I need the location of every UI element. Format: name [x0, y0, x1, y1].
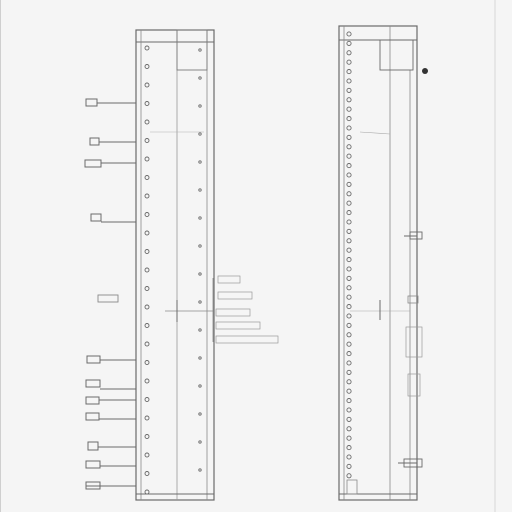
- bolt-hole: [145, 490, 149, 494]
- bolt-hole: [347, 220, 351, 224]
- callout: [98, 295, 118, 302]
- bolt-hole: [347, 79, 351, 83]
- bolt-hole: [347, 60, 351, 64]
- bolt-hole: [347, 164, 351, 168]
- bolt-hole: [199, 273, 201, 275]
- right-column-top-block: [380, 40, 413, 70]
- bolt-hole: [347, 417, 351, 421]
- bolt-hole: [145, 453, 149, 457]
- bolt-hole: [347, 427, 351, 431]
- callout: [406, 327, 422, 357]
- annotation-line-box: [218, 292, 252, 299]
- annotation-line-box: [216, 309, 250, 316]
- bolt-hole: [347, 323, 351, 327]
- callout: [90, 138, 136, 145]
- bolt-hole: [347, 436, 351, 440]
- bolt-hole: [347, 117, 351, 121]
- bolt-hole: [347, 98, 351, 102]
- bolt-hole: [199, 217, 201, 219]
- bolt-hole: [145, 194, 149, 198]
- bolt-hole: [347, 211, 351, 215]
- bolt-hole: [347, 408, 351, 412]
- bolt-hole: [347, 135, 351, 139]
- right-column-bolt-holes: [347, 32, 351, 478]
- callout-tag: [87, 356, 100, 363]
- bolt-hole: [145, 398, 149, 402]
- bolt-hole: [199, 133, 201, 135]
- callout-tag: [86, 461, 100, 468]
- bolt-hole: [199, 189, 201, 191]
- bolt-hole: [145, 342, 149, 346]
- right-column: [339, 26, 417, 500]
- callout-tag: [85, 160, 101, 167]
- bolt-hole: [347, 41, 351, 45]
- bolt-hole: [199, 77, 201, 79]
- bolt-hole: [347, 145, 351, 149]
- bolt-hole: [347, 446, 351, 450]
- bolt-hole: [145, 416, 149, 420]
- bolt-hole: [145, 213, 149, 217]
- bolt-hole: [145, 231, 149, 235]
- bolt-hole: [347, 333, 351, 337]
- left-column-top-block: [177, 30, 207, 70]
- bolt-hole: [347, 70, 351, 74]
- left-column-outline: [136, 30, 214, 500]
- annotation-line-box: [216, 336, 278, 343]
- callout-tag: [86, 413, 99, 420]
- bolt-hole: [347, 361, 351, 365]
- bolt-hole: [145, 305, 149, 309]
- callout: [91, 214, 136, 222]
- callout: [86, 413, 136, 420]
- bolt-hole: [347, 370, 351, 374]
- bolt-hole: [145, 379, 149, 383]
- right-column-guide-line: [360, 132, 390, 134]
- bolt-hole: [145, 46, 149, 50]
- right-column-base-plate: [347, 480, 357, 494]
- callout-tag: [86, 380, 100, 387]
- bolt-hole: [145, 361, 149, 365]
- callout-tag: [91, 214, 101, 221]
- bolt-hole: [145, 176, 149, 180]
- bolt-hole: [347, 305, 351, 309]
- bolt-hole: [347, 267, 351, 271]
- right-callouts: [398, 68, 428, 467]
- bolt-hole: [347, 474, 351, 478]
- bolt-hole: [347, 248, 351, 252]
- bolt-hole: [199, 49, 201, 51]
- callout: [86, 99, 136, 106]
- bolt-hole: [347, 32, 351, 36]
- callout: [86, 397, 136, 404]
- bolt-hole: [347, 201, 351, 205]
- bolt-hole: [199, 329, 201, 331]
- bolt-hole: [347, 126, 351, 130]
- bolt-hole: [199, 441, 201, 443]
- bolt-hole: [347, 107, 351, 111]
- callout: [87, 356, 136, 363]
- bolt-hole: [347, 399, 351, 403]
- bolt-hole: [347, 88, 351, 92]
- bolt-hole: [347, 295, 351, 299]
- bolt-hole: [347, 173, 351, 177]
- bolt-hole: [347, 229, 351, 233]
- bolt-hole: [347, 464, 351, 468]
- callout: [85, 160, 136, 167]
- bolt-hole: [347, 154, 351, 158]
- bolt-hole: [145, 268, 149, 272]
- callout: [404, 232, 422, 239]
- callout: [88, 442, 136, 450]
- left-column-bolt-holes-right: [199, 49, 201, 471]
- bolt-hole: [145, 139, 149, 143]
- callout: [86, 461, 136, 468]
- bolt-hole: [145, 287, 149, 291]
- callout-tag: [406, 327, 422, 357]
- bolt-hole: [145, 157, 149, 161]
- bolt-hole: [347, 192, 351, 196]
- bolt-hole: [145, 83, 149, 87]
- bolt-hole: [145, 120, 149, 124]
- bolt-hole: [199, 301, 201, 303]
- bolt-hole: [347, 342, 351, 346]
- callout-tag: [86, 397, 99, 404]
- bolt-hole: [199, 161, 201, 163]
- middle-annotation: [213, 276, 278, 343]
- bolt-hole: [347, 239, 351, 243]
- bolt-hole: [347, 389, 351, 393]
- callout-tag: [86, 99, 97, 106]
- bolt-hole: [145, 102, 149, 106]
- bolt-hole: [347, 51, 351, 55]
- annotation-line-box: [216, 322, 260, 329]
- left-column: [136, 30, 214, 500]
- callout-tag: [88, 442, 98, 450]
- bolt-hole: [347, 314, 351, 318]
- bolt-hole: [347, 286, 351, 290]
- bolt-hole: [145, 324, 149, 328]
- bolt-hole: [199, 245, 201, 247]
- callout: [86, 380, 136, 389]
- callout-tag: [98, 295, 118, 302]
- reference-dot: [422, 68, 428, 74]
- bolt-hole: [145, 250, 149, 254]
- left-callouts: [85, 99, 136, 489]
- bolt-hole: [347, 455, 351, 459]
- bolt-hole: [145, 435, 149, 439]
- bolt-hole: [199, 105, 201, 107]
- callout-tag: [90, 138, 99, 145]
- bolt-hole: [145, 65, 149, 69]
- bolt-hole: [347, 380, 351, 384]
- bolt-hole: [347, 276, 351, 280]
- bolt-hole: [199, 413, 201, 415]
- bolt-hole: [347, 352, 351, 356]
- bolt-hole: [199, 385, 201, 387]
- annotation-line-box: [218, 276, 240, 283]
- bolt-hole: [347, 258, 351, 262]
- bolt-hole: [199, 357, 201, 359]
- left-column-bolt-holes: [145, 46, 149, 494]
- bolt-hole: [199, 469, 201, 471]
- bolt-hole: [347, 182, 351, 186]
- bolt-hole: [145, 472, 149, 476]
